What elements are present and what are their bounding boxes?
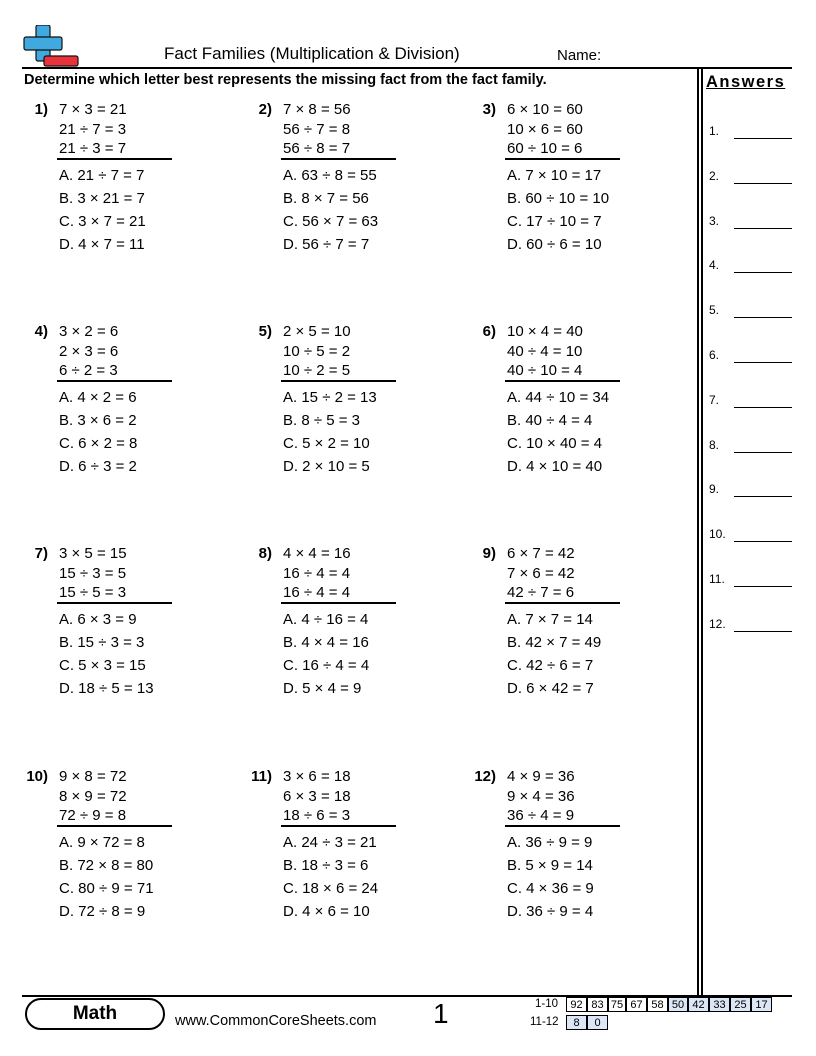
answer-blank[interactable]: [734, 407, 792, 408]
answer-choice: D. 72 ÷ 8 = 9: [59, 903, 146, 920]
answer-label: 2.: [709, 168, 720, 183]
fact-underline: [57, 825, 172, 827]
subject-badge: Math: [25, 998, 165, 1030]
answer-choice: D. 36 ÷ 9 = 4: [507, 903, 594, 920]
answer-choice: D. 60 ÷ 6 = 10: [507, 236, 602, 253]
fact: 56 ÷ 7 = 8: [283, 120, 351, 138]
answer-choice: C. 3 × 7 = 21: [59, 213, 146, 230]
fact: 7 × 3 = 21: [59, 101, 127, 118]
answer-column-border-inner: [701, 69, 703, 995]
instructions: Determine which letter best represents the missing fact from the fact family.: [24, 72, 547, 88]
problem-number: 11): [251, 768, 272, 785]
answer-choice: A. 63 ÷ 8 = 55: [283, 167, 377, 184]
answer-choice: D. 4 × 10 = 40: [507, 458, 603, 475]
answer-choice: C. 6 × 2 = 8: [59, 435, 138, 452]
fact-underline: [57, 380, 172, 382]
fact-underline: [505, 158, 620, 160]
answer-blank[interactable]: [734, 183, 792, 184]
answer-choice: A. 21 ÷ 7 = 7: [59, 167, 145, 184]
answer-label: 1.: [709, 124, 720, 138]
answer-choice: A. 6 × 3 = 9: [59, 611, 137, 628]
fact: 6 ÷ 2 = 3: [59, 362, 118, 379]
fact: 40 ÷ 4 = 10: [507, 342, 583, 360]
answer-blank[interactable]: [734, 496, 792, 497]
fact: 3 × 5 = 15: [59, 545, 127, 562]
answer-choice: B. 8 ÷ 5 = 3: [283, 412, 361, 429]
answer-choice: A. 4 × 2 = 6: [59, 389, 137, 406]
score-key-cell: 33: [709, 997, 730, 1012]
answer-column-border: [697, 69, 699, 995]
score-key-cell: 42: [688, 997, 709, 1012]
answer-choice: C. 10 × 40 = 4: [507, 435, 603, 452]
answer-choice: B. 42 × 7 = 49: [507, 634, 602, 651]
score-key-cell: 75: [608, 997, 626, 1012]
answer-choice: A. 44 ÷ 10 = 34: [507, 389, 610, 406]
fact: 15 ÷ 3 = 5: [59, 564, 127, 582]
fact: 7 × 8 = 56: [283, 101, 351, 118]
fact: 16 ÷ 4 = 4: [283, 584, 351, 601]
fact-underline: [505, 380, 620, 382]
answer-choice: B. 4 × 4 = 16: [283, 634, 369, 651]
answer-choice: A. 7 × 10 = 17: [507, 167, 602, 184]
answer-blank[interactable]: [734, 362, 792, 363]
answer-choice: D. 5 × 4 = 9: [283, 680, 362, 697]
answer-blank[interactable]: [734, 228, 792, 229]
problem-number: 2): [258, 101, 272, 118]
answer-choice: D. 6 ÷ 3 = 2: [59, 458, 137, 475]
fact: 4 × 4 = 16: [283, 545, 351, 562]
answer-choice: C. 42 ÷ 6 = 7: [507, 657, 594, 674]
answer-choice: B. 8 × 7 = 56: [283, 190, 369, 207]
fact: 2 × 3 = 6: [59, 342, 119, 360]
score-key-cell: 50: [668, 997, 688, 1012]
score-key-cell: 67: [626, 997, 647, 1012]
answer-blank[interactable]: [734, 631, 792, 632]
score-key-label: 1-10: [535, 998, 559, 1010]
fact: 36 ÷ 4 = 9: [507, 807, 575, 824]
answer-choice: B. 15 ÷ 3 = 3: [59, 634, 145, 651]
answer-choice: C. 5 × 2 = 10: [283, 435, 370, 452]
score-key-label: 11-12: [530, 1016, 559, 1028]
answer-label: 7.: [709, 392, 720, 407]
answer-blank[interactable]: [734, 317, 792, 318]
page-title: Fact Families (Multiplication & Division): [164, 44, 460, 63]
answer-choice: A. 24 ÷ 3 = 21: [283, 834, 377, 851]
fact: 6 × 10 = 60: [507, 101, 583, 118]
problem-number: 3): [482, 101, 496, 118]
problem-number: 7): [34, 545, 48, 562]
fact: 10 × 4 = 40: [507, 323, 583, 340]
fact: 10 × 6 = 60: [507, 120, 583, 138]
problem-number: 5): [258, 323, 272, 340]
fact: 3 × 2 = 6: [59, 323, 119, 340]
logo-icon: [22, 25, 80, 67]
fact: 10 ÷ 5 = 2: [283, 342, 351, 360]
answer-choice: C. 18 × 6 = 24: [283, 880, 379, 897]
fact: 8 × 9 = 72: [59, 787, 127, 805]
answer-choice: A. 15 ÷ 2 = 13: [283, 389, 377, 406]
fact: 6 × 7 = 42: [507, 545, 575, 562]
answer-blank[interactable]: [734, 541, 792, 542]
answer-choice: D. 2 × 10 = 5: [283, 458, 370, 475]
fact: 18 ÷ 6 = 3: [283, 807, 351, 824]
answer-choice: D. 4 × 7 = 11: [59, 236, 145, 253]
score-key-cell: 92: [566, 997, 587, 1012]
fact: 21 ÷ 3 = 7: [59, 140, 127, 157]
answer-label: 9.: [709, 482, 720, 497]
fact: 10 ÷ 2 = 5: [283, 362, 351, 379]
fact: 21 ÷ 7 = 3: [59, 120, 127, 138]
problem-number: 8): [258, 545, 272, 562]
header-divider: [22, 67, 792, 69]
answer-blank[interactable]: [734, 586, 792, 587]
answer-label: 3.: [709, 213, 720, 228]
answer-blank[interactable]: [734, 138, 792, 139]
answer-choice: D. 18 ÷ 5 = 13: [59, 680, 154, 697]
fact: 56 ÷ 8 = 7: [283, 140, 351, 157]
answer-blank[interactable]: [734, 272, 792, 273]
fact: 9 × 8 = 72: [59, 768, 127, 785]
answer-label: 10.: [709, 527, 726, 542]
answer-choice: C. 5 × 3 = 15: [59, 657, 146, 674]
answer-choice: C. 16 ÷ 4 = 4: [283, 657, 370, 674]
answer-choice: C. 17 ÷ 10 = 7: [507, 213, 602, 230]
fact: 15 ÷ 5 = 3: [59, 584, 127, 601]
answer-choice: D. 6 × 42 = 7: [507, 680, 594, 697]
answer-choice: B. 3 × 6 = 2: [59, 412, 137, 429]
fact: 42 ÷ 7 = 6: [507, 584, 575, 601]
fact-underline: [281, 158, 396, 160]
answer-choice: C. 56 × 7 = 63: [283, 213, 379, 230]
score-key-cell: 17: [751, 997, 772, 1012]
problem-number: 10): [26, 768, 48, 785]
name-label: Name:: [557, 47, 602, 64]
answer-choice: C. 80 ÷ 9 = 71: [59, 880, 154, 897]
answer-label: 8.: [709, 437, 720, 452]
answer-choice: D. 4 × 6 = 10: [283, 903, 370, 920]
fact: 3 × 6 = 18: [283, 768, 351, 785]
fact: 9 × 4 = 36: [507, 787, 575, 805]
fact-underline: [505, 602, 620, 604]
fact-underline: [281, 602, 396, 604]
fact: 6 × 3 = 18: [283, 787, 351, 805]
answer-label: 4.: [709, 258, 720, 273]
answer-choice: A. 4 ÷ 16 = 4: [283, 611, 369, 628]
problem-number: 12): [474, 768, 496, 785]
score-key-cell: 58: [647, 997, 668, 1012]
fact: 72 ÷ 9 = 8: [59, 807, 127, 824]
page-number: 1: [433, 998, 449, 1029]
fact: 16 ÷ 4 = 4: [283, 564, 351, 582]
answer-label: 5.: [709, 303, 720, 318]
answer-choice: A. 9 × 72 = 8: [59, 834, 145, 851]
fact-underline: [505, 825, 620, 827]
problem-number: 9): [482, 545, 496, 562]
answer-choice: B. 60 ÷ 10 = 10: [507, 190, 610, 207]
answer-label: 11.: [709, 572, 725, 586]
fact-underline: [57, 158, 172, 160]
answer-choice: A. 36 ÷ 9 = 9: [507, 834, 593, 851]
answer-choice: B. 40 ÷ 4 = 4: [507, 412, 593, 429]
fact-underline: [57, 602, 172, 604]
answer-choice: A. 7 × 7 = 14: [507, 611, 593, 628]
problem-number: 6): [482, 323, 496, 340]
answers-title: Answers: [706, 73, 786, 91]
answer-choice: C. 4 × 36 = 9: [507, 880, 594, 897]
score-key-cell: 8: [566, 1015, 587, 1030]
fact: 40 ÷ 10 = 4: [507, 362, 583, 379]
answer-label: 6.: [709, 348, 720, 362]
fact: 4 × 9 = 36: [507, 768, 575, 785]
answer-label: 12.: [709, 616, 726, 631]
answer-choice: B. 3 × 21 = 7: [59, 190, 145, 207]
problem-number: 1): [34, 101, 48, 118]
score-key-cell: 0: [587, 1015, 608, 1030]
score-key-cell: 25: [730, 997, 751, 1012]
score-key-cell: 83: [587, 997, 608, 1012]
fact: 7 × 6 = 42: [507, 564, 575, 582]
fact: 60 ÷ 10 = 6: [507, 140, 583, 157]
problem-number: 4): [34, 323, 48, 340]
answer-choice: B. 18 ÷ 3 = 6: [283, 857, 369, 874]
fact-underline: [281, 380, 396, 382]
site-url[interactable]: www.CommonCoreSheets.com: [175, 1013, 377, 1029]
answer-choice: B. 5 × 9 = 14: [507, 857, 593, 874]
fact: 2 × 5 = 10: [283, 323, 351, 340]
answer-choice: B. 72 × 8 = 80: [59, 857, 154, 874]
answer-blank[interactable]: [734, 452, 792, 453]
fact-underline: [281, 825, 396, 827]
answer-choice: D. 56 ÷ 7 = 7: [283, 236, 370, 253]
